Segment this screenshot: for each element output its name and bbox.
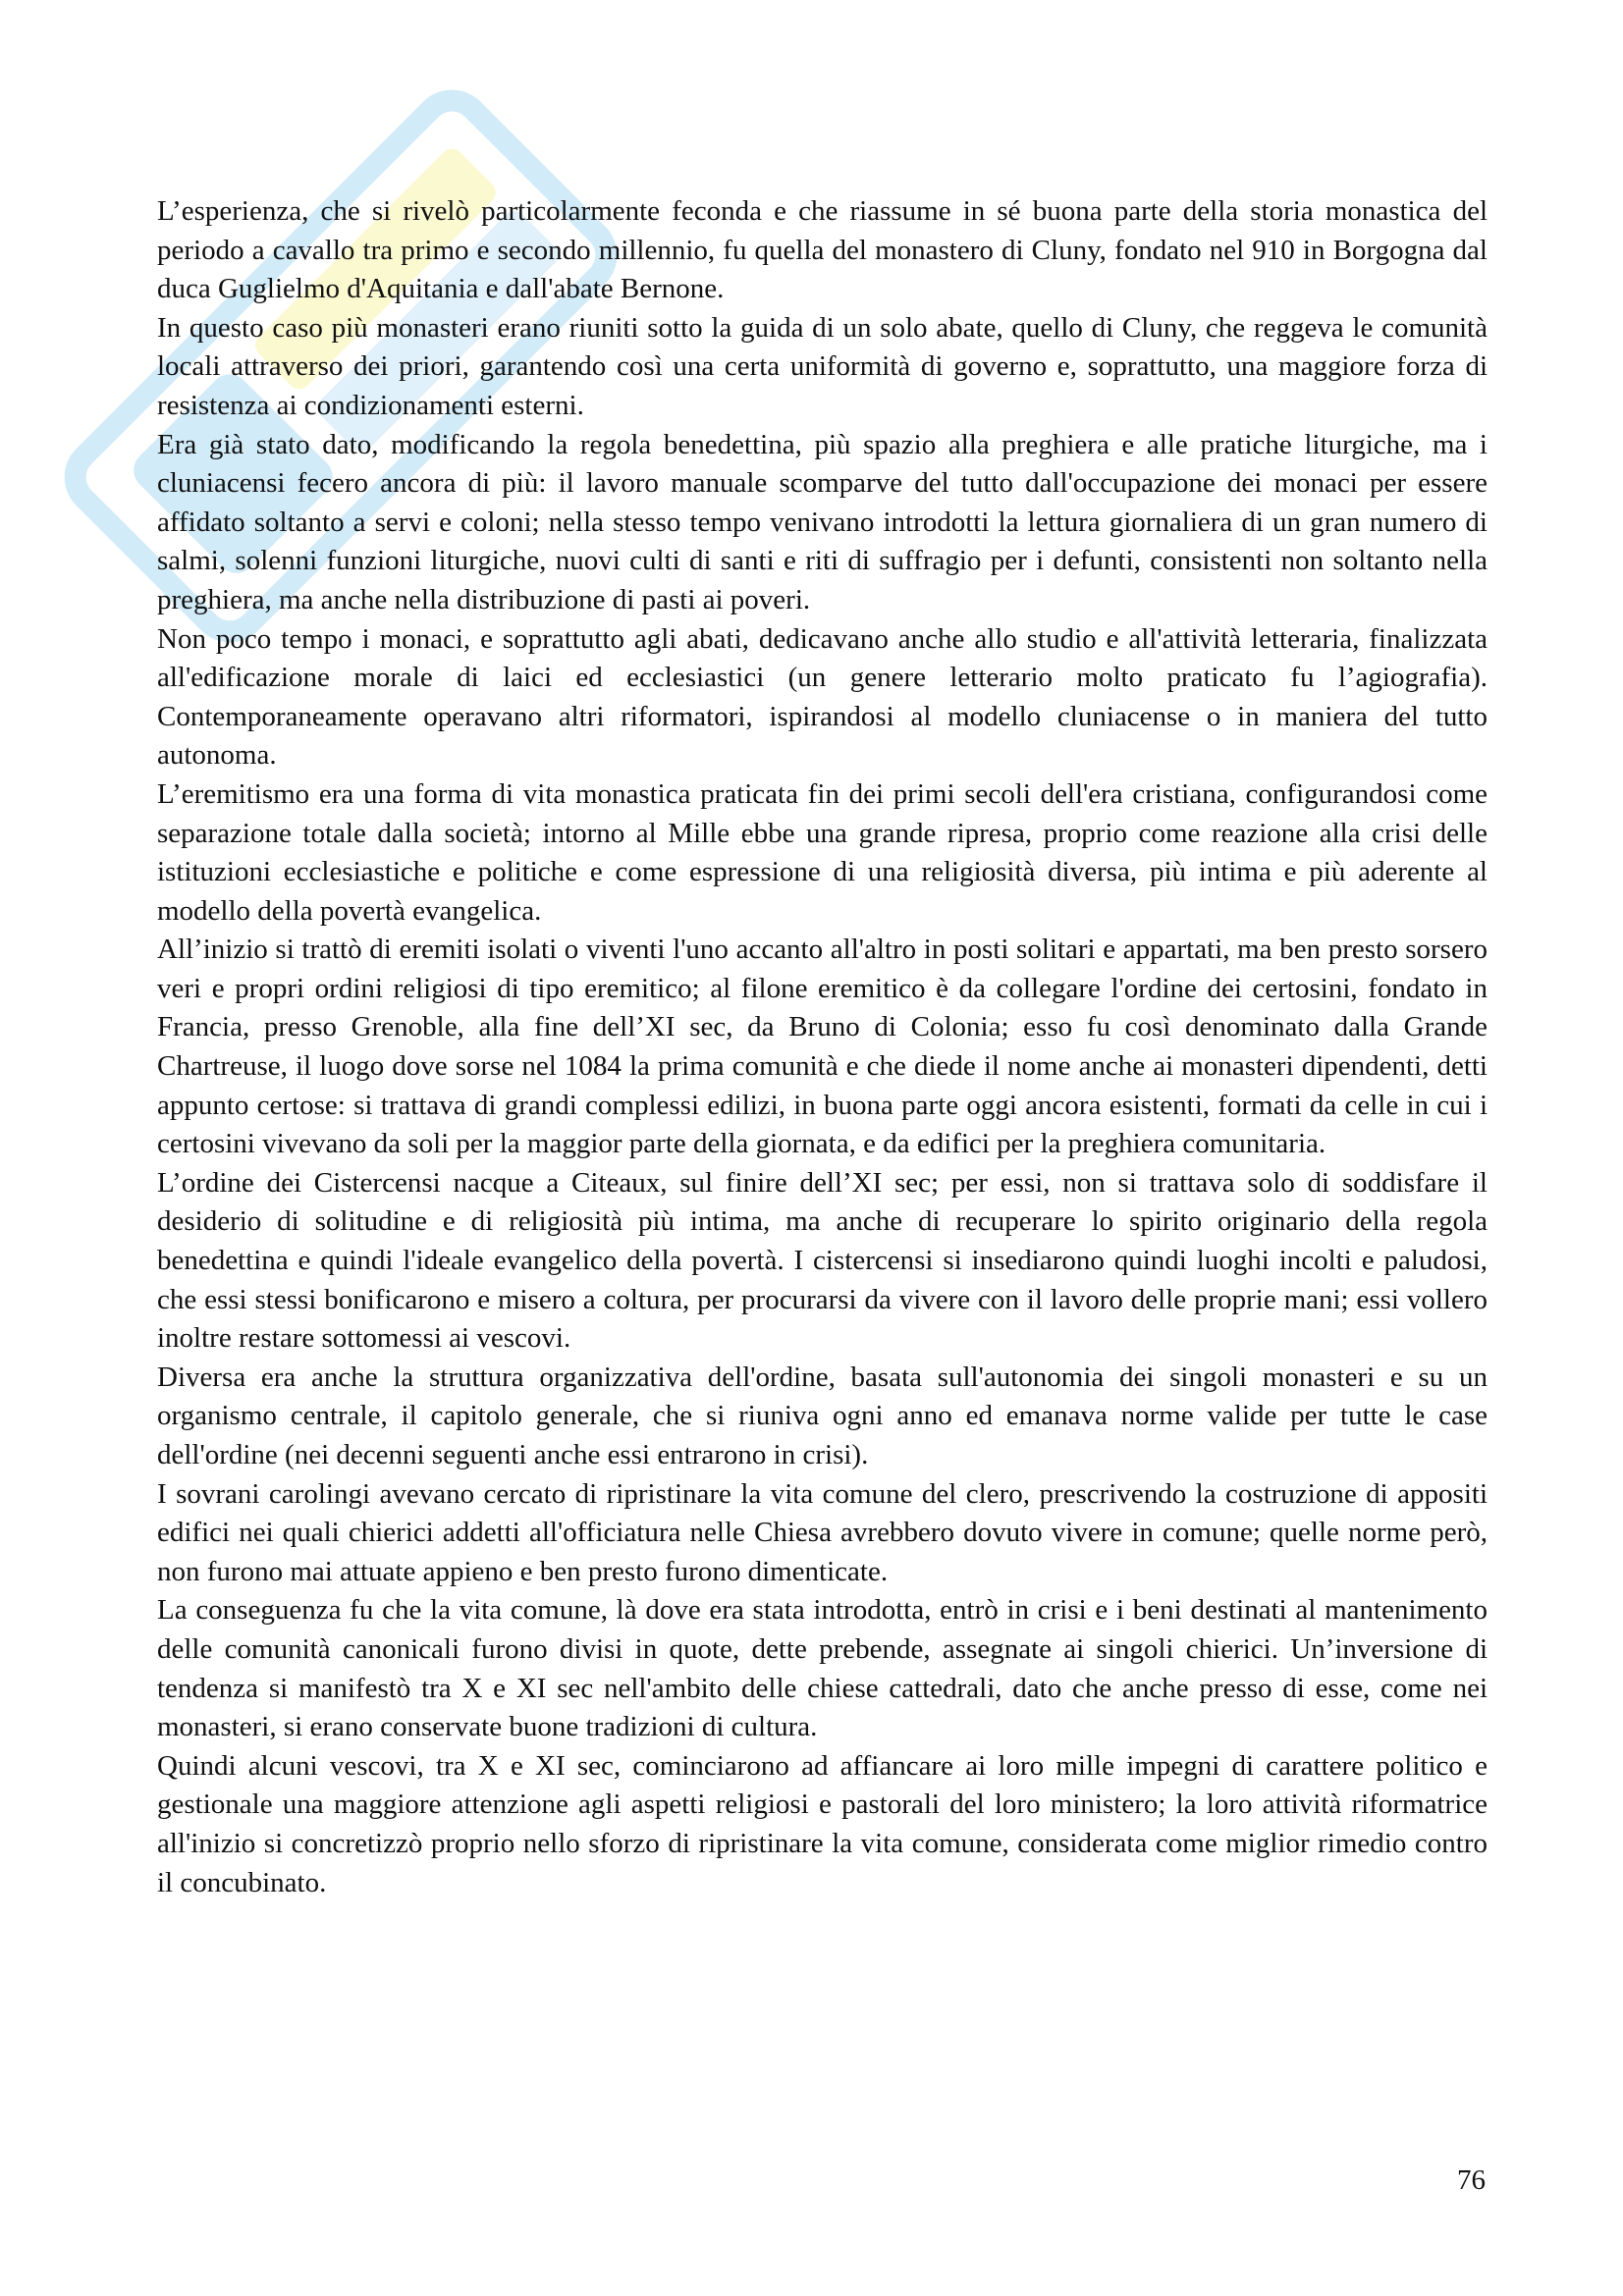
paragraph-7: L’ordine dei Cistercensi nacque a Citeaux, sul finire dell’XI sec; per essi, non si trattava solo di soddisfare il desiderio di solitudine e di religiosità più intima, ma anche di recuperare lo spirito originario della regola benedettina e quindi l'ideale evangelico della povertà. I cistercensi si insediarono quindi luoghi incolti e paludosi, che essi stessi bonificarono e misero a coltura, per procurarsi da vivere con il lavoro delle proprie mani; essi vollero inoltre restare sottomessi ai vescovi. (157, 1166, 1488, 1355)
paragraph-1: L’esperienza, che si rivelò particolarmente feconda e che riassume in sé buona parte della storia monastica del periodo a cavallo tra primo e secondo millennio, fu quella del monastero di Cluny, fondato nel 910 in Borgogna dal duca Guglielmo d'Aquitania e dall'abate Bernone. (157, 195, 1488, 305)
page-number: 76 (1457, 2164, 1486, 2196)
document-body (157, 192, 1488, 1902)
paragraph-10: La conseguenza fu che la vita comune, là dove era stata introdotta, entrò in crisi e i beni destinati al mantenimento delle comunità canonicali furono divisi in quote, dette prebende, assegnate ai singoli chierici. Un’inversione di tendenza si manifestò tra X e XI sec nell'ambito delle chiese cattedrali, dato che anche presso di esse, come nei monasteri, si erano conservate buone tradizioni di cultura. (157, 1594, 1488, 1743)
paragraph-9: I sovrani carolingi avevano cercato di ripristinare la vita comune del clero, prescrivendo la costruzione di appositi edifici nei quali chierici addetti all'officiatura nelle Chiesa avrebbero dovuto vivere in comune; quelle norme però, non furono mai attuate appieno e ben presto furono dimenticate. (157, 1477, 1488, 1587)
paragraph-2: In questo caso più monasteri erano riuniti sotto la guida di un solo abate, quello di Cluny, che reggeva le comunità locali attraverso dei priori, garantendo così una certa uniformità di governo e, soprattutto, una maggiore forza di resistenza ai condizionamenti esterni. (157, 311, 1488, 421)
paragraph-4: Non poco tempo i monaci, e soprattutto agli abati, dedicavano anche allo studio e all'attività letteraria, finalizzata all'edificazione morale di laici ed ecclesiastici (un genere letterario molto praticato fu l’agiografia). Contemporaneamente operavano altri riformatori, ispirandosi al modello cluniacense o in maniera del tutto autonoma. (157, 622, 1488, 772)
paragraph-3: Era già stato dato, modificando la regola benedettina, più spazio alla preghiera e alle pratiche liturgiche, ma i cluniacensi fecero ancora di più: il lavoro manuale scomparve del tutto dall'occupazione dei monaci per essere affidato soltanto a servi e coloni; nella stesso tempo venivano introdotti la lettura giornaliera di un gran numero di salmi, solenni funzioni liturgiche, nuovi culti di santi e riti di suffragio per i defunti, consistenti non soltanto nella preghiera, ma anche nella distribuzione di pasti ai poveri. (157, 428, 1488, 615)
paragraph-6: All’inizio si trattò di eremiti isolati o viventi l'uno accanto all'altro in posti solitari e appartati, ma ben presto sorsero veri e propri ordini religiosi di tipo eremitico; al filone eremitico è da collegare l'ordine dei certosini, fondato in Francia, presso Grenoble, alla fine dell’XI sec, da Bruno di Colonia; esso fu così denominato dalla Grande Chartreuse, il luogo dove sorse nel 1084 la prima comunità e che diede il nome anche ai monasteri dipendenti, detti appunto certose: si trattava di grandi complessi edilizi, in buona parte oggi ancora esistenti, formati da celle in cui i certosini vivevano da soli per la maggior parte della giornata, e da edifici per la preghiera comunitaria. (157, 934, 1488, 1160)
paragraph-8: Diversa era anche la struttura organizzativa dell'ordine, basata sull'autonomia dei singoli monasteri e su un organismo centrale, il capitolo generale, che si riuniva ogni anno ed emanava norme valide per tutte le case dell'ordine (nei decenni seguenti anche essi entrarono in crisi). (157, 1361, 1488, 1470)
paragraph-11: Quindi alcuni vescovi, tra X e XI sec, cominciarono ad affiancare ai loro mille impegni di carattere politico e gestionale una maggiore attenzione agli aspetti religiosi e pastorali del loro ministero; la loro attività riformatrice all'inizio si concretizzò proprio nello sforzo di ripristinare la vita comune, considerata come miglior rimedio contro il concubinato. (157, 1749, 1488, 1898)
paragraph-5: L’eremitismo era una forma di vita monastica praticata fin dei primi secoli dell'era cristiana, configurandosi come separazione totale dalla società; intorno al Mille ebbe una grande ripresa, proprio come reazione alla crisi delle istituzioni ecclesiastiche e politiche e come espressione di una religiosità diversa, più intima e più aderente al modello della povertà evangelica. (157, 777, 1488, 927)
